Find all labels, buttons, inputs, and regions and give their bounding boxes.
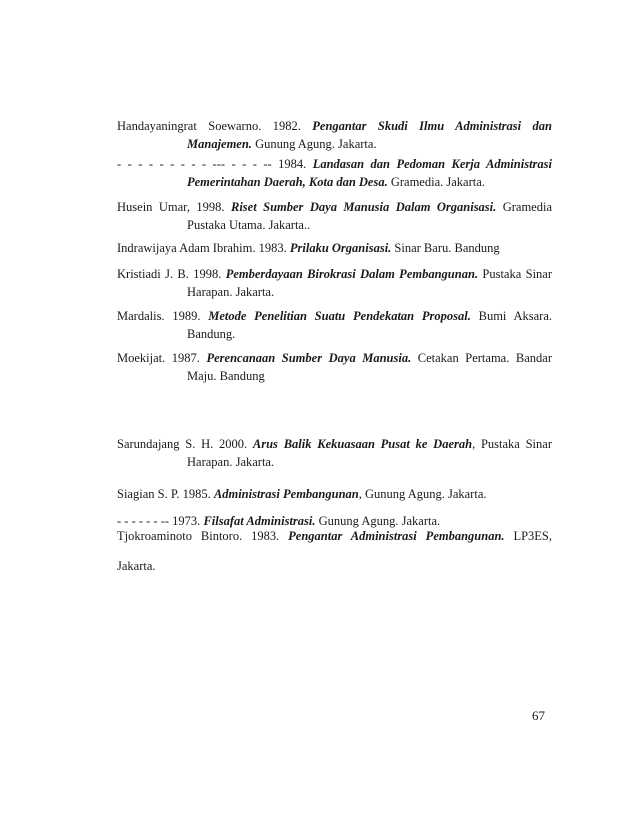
reference-entry <box>117 240 552 258</box>
reference-author-year: Husein Umar, 1998. <box>117 200 231 214</box>
reference-entry <box>117 118 552 153</box>
reference-author-year: Kristiadi J. B. 1998. <box>117 267 226 281</box>
reference-publisher: Sinar Baru. Bandung <box>391 241 500 255</box>
reference-line <box>117 486 552 504</box>
reference-entry <box>117 436 552 471</box>
reference-title: Pengantar Skudi Ilmu Administrasi dan <box>312 119 552 133</box>
reference-entry <box>117 156 552 191</box>
reference-title: Prilaku Organisasi. <box>289 241 392 255</box>
reference-publisher: LP3ES, <box>504 529 552 543</box>
reference-publisher: Gunung Agung. Jakarta. <box>315 514 441 528</box>
reference-publisher: Cetakan Pertama. Bandar <box>411 351 552 365</box>
reference-title: Pengantar Administrasi Pembangunan. <box>288 529 505 543</box>
reference-line <box>117 266 552 284</box>
reference-title: Administrasi Pembangunan <box>213 487 359 501</box>
reference-publisher: Bumi Aksara. <box>470 309 552 323</box>
reference-publisher: , Pustaka Sinar <box>472 437 552 451</box>
reference-line <box>117 240 552 258</box>
reference-entry <box>117 266 552 301</box>
reference-line <box>117 326 552 344</box>
reference-line <box>117 558 552 576</box>
reference-author-year: Sarundajang S. H. 2000. <box>117 437 253 451</box>
reference-title: Manajemen. <box>187 136 252 151</box>
page-number: 67 <box>532 708 545 723</box>
reference-line <box>117 368 552 386</box>
reference-entry <box>117 199 552 234</box>
reference-entry <box>117 528 552 546</box>
reference-entry <box>117 486 552 504</box>
reference-line <box>117 454 552 472</box>
reference-author-year: - - - - - - -- 1973. <box>117 514 204 528</box>
reference-entry <box>117 350 552 385</box>
reference-title: Arus Balik Kekuasaan Pusat ke Daerah <box>252 437 473 451</box>
reference-line <box>117 199 552 217</box>
reference-line <box>117 118 552 136</box>
reference-line <box>117 308 552 326</box>
reference-entry <box>117 308 552 343</box>
reference-title: Filsafat Administrasi. <box>203 514 316 528</box>
reference-publisher: Maju. Bandung <box>187 368 265 383</box>
reference-publisher: , Gunung Agung. Jakarta. <box>358 487 487 501</box>
reference-line <box>117 174 552 192</box>
reference-line <box>117 217 552 235</box>
reference-publisher: Harapan. Jakarta. <box>187 284 275 299</box>
reference-author-year: Siagian S. P. 1985. <box>117 487 214 501</box>
reference-title: Landasan dan Pedoman Kerja Administrasi <box>312 157 552 171</box>
reference-publisher: Gunung Agung. Jakarta. <box>251 136 377 151</box>
reference-author-year: Tjokroaminoto Bintoro. 1983. <box>117 529 289 543</box>
reference-title: Pemerintahan Daerah, Kota dan Desa. <box>187 174 388 189</box>
reference-publisher: Bandung. <box>187 326 236 341</box>
reference-author-year: - - - - - - - - - --- - - - -- 1984. <box>117 157 313 171</box>
reference-publisher: Pustaka Sinar <box>478 267 552 281</box>
reference-author-year: Handayaningrat Soewarno. 1982. <box>117 119 313 133</box>
reference-line <box>117 528 552 546</box>
reference-publisher: Gramedia <box>496 200 552 214</box>
reference-publisher: Harapan. Jakarta. <box>187 454 275 469</box>
reference-title: Riset Sumber Daya Manusia Dalam Organisasi. <box>230 200 497 214</box>
reference-author-year: Mardalis. 1989. <box>117 309 209 323</box>
reference-title: Pemberdayaan Birokrasi Dalam Pembangunan. <box>225 267 479 281</box>
reference-author-year: Indrawijaya Adam Ibrahim. 1983. <box>117 241 290 255</box>
reference-publisher: Gramedia. Jakarta. <box>387 174 485 189</box>
reference-line <box>117 156 552 174</box>
reference-publisher: Pustaka Utama. Jakarta.. <box>187 217 311 232</box>
reference-line <box>117 136 552 154</box>
reference-entry-continued <box>117 558 552 576</box>
reference-title: Perencanaan Sumber Daya Manusia. <box>206 351 412 365</box>
reference-line <box>117 436 552 454</box>
reference-line <box>117 284 552 302</box>
reference-line <box>117 350 552 368</box>
reference-title: Metode Penelitian Suatu Pendekatan Proposal. <box>208 309 471 323</box>
reference-publisher: Jakarta. <box>117 559 156 573</box>
reference-author-year: Moekijat. 1987. <box>117 351 207 365</box>
